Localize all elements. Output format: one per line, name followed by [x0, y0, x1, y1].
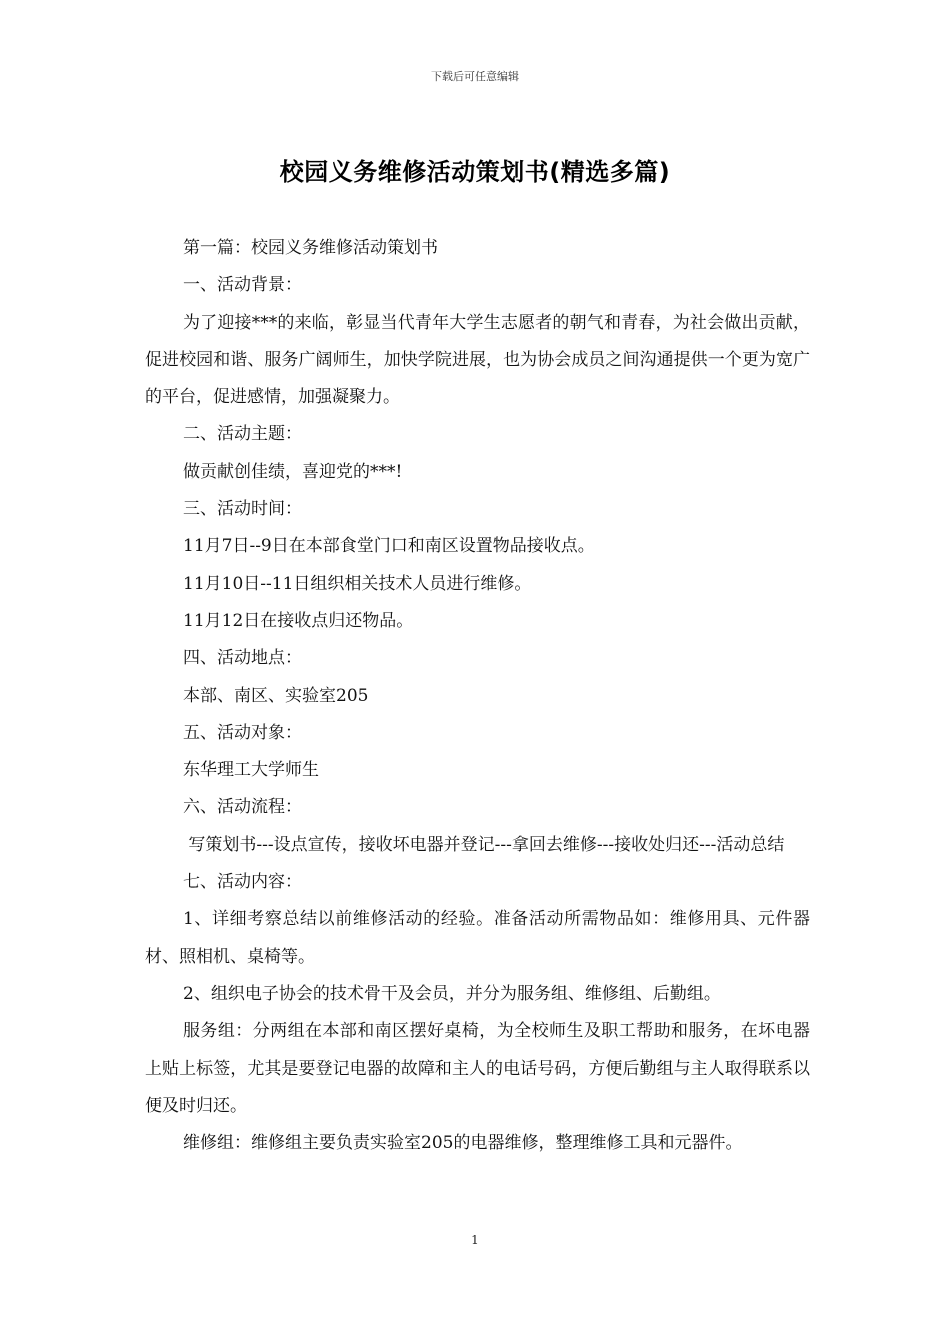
- paragraph-repair-group: 维修组：维修组主要负责实验室205的电器维修，整理维修工具和元器件。: [183, 1133, 743, 1154]
- paragraph-theme-text: 做贡献创佳绩，喜迎党的***!: [183, 461, 403, 482]
- paragraph-time-2: 11月10日--11日组织相关技术人员进行维修。: [183, 573, 532, 594]
- paragraph-background-text: 为了迎接***的来临，彰显当代青年大学生志愿者的朝气和青春，为社会做出贡献，促进校园和谐、服务广阔师生，加快学院进展，也为协会成员之间沟通提供一个更为宽广的平台，促进感情，加强凝聚力。: [145, 312, 810, 408]
- paragraph-time-3: 11月12日在接收点归还物品。: [183, 610, 414, 631]
- document-body: [145, 230, 810, 1162]
- page-number: 1: [471, 1233, 479, 1247]
- paragraph-section-heading: 第一篇：校园义务维修活动策划书: [183, 238, 438, 258]
- document-title: 校园义务维修活动策划书(精选多篇): [279, 158, 671, 186]
- paragraph-content-2: 2、组织电子协会的技术骨干及会员，并分为服务组、维修组、后勤组。: [183, 983, 721, 1004]
- paragraph-heading-audience: 五、活动对象：: [183, 722, 302, 743]
- paragraph-location-text: 本部、南区、实验室205: [183, 685, 369, 706]
- header-note: 下载后可任意编辑: [431, 70, 519, 83]
- paragraph-heading-background: 一、活动背景：: [183, 275, 302, 296]
- paragraph-service-group: 服务组：分两组在本部和南区摆好桌椅，为全校师生及职工帮助和服务，在坏电器上贴上标签，尤其是要登记电器的故障和主人的电话号码，方便后勤组与主人取得联系以便及时归还。: [145, 1021, 810, 1116]
- paragraph-heading-process: 六、活动流程：: [183, 797, 302, 818]
- paragraph-content-1: 1、详细考察总结以前维修活动的经验。准备活动所需物品如：维修用具、元件器材、照相机、桌椅等。: [145, 909, 810, 967]
- paragraph-audience-text: 东华理工大学师生: [183, 760, 319, 781]
- paragraph-time-1: 11月7日--9日在本部食堂门口和南区设置物品接收点。: [183, 536, 595, 557]
- paragraph-heading-content: 七、活动内容：: [183, 872, 302, 893]
- paragraph-heading-time: 三、活动时间：: [183, 499, 302, 520]
- paragraph-heading-theme: 二、活动主题：: [183, 424, 302, 445]
- paragraph-heading-location: 四、活动地点：: [183, 648, 302, 669]
- paragraph-process-text: 写策划书---设点宣传，接收坏电器并登记---拿回去维修---接收处归还---活动总结: [183, 834, 785, 855]
